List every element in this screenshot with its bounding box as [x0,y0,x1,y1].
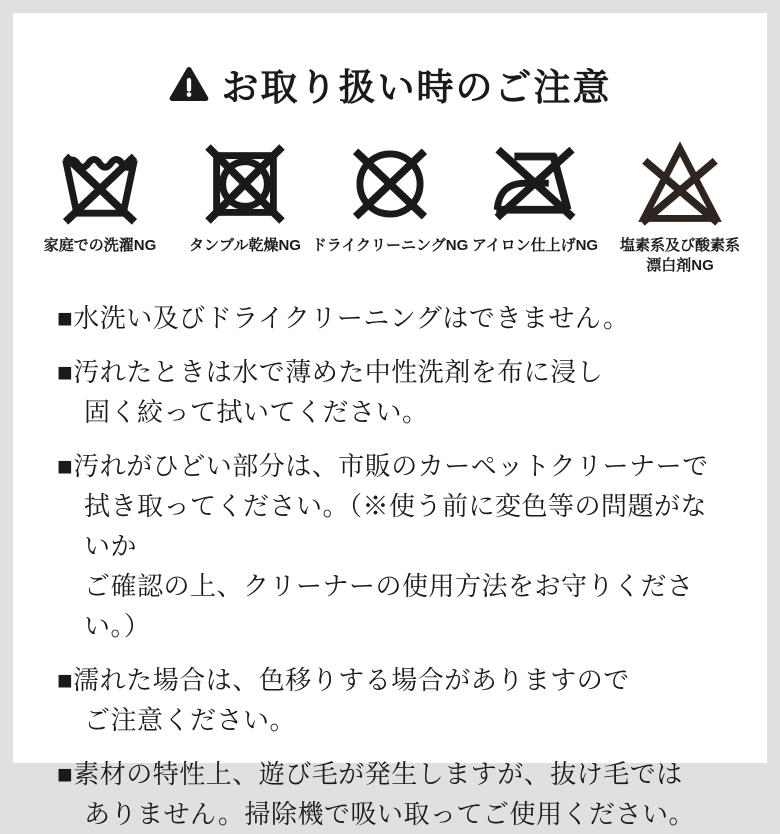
no-tumble-dry-icon [197,141,293,227]
care-symbol-no-home-washing [35,141,165,277]
note-text: ■濡れた場合は、色移りする場合がありますので [57,664,630,695]
care-notice-sheet [13,13,767,829]
care-symbol-label: アイロン仕上げNG [471,237,599,254]
care-symbol-label: 塩素系及び酸素系 漂白剤NG [619,237,740,275]
care-symbol-label: タンブル乾燥NG [189,237,301,254]
care-notes-list [57,298,731,834]
note-item [57,660,731,740]
note-text: 固く絞って拭いてください。 [84,396,429,427]
note-item [57,754,731,834]
note-text: ご注意ください。 [84,704,297,735]
page-title-text: お取り扱い時のご注意 [221,67,612,108]
care-symbol-no-bleach [615,141,745,277]
no-chlorine-oxygen-bleach-icon [631,141,729,227]
note-text: ありません。掃除機で吸い取ってご使用ください。 [84,798,696,829]
care-symbol-label: ドライクリーニングNG [311,237,469,254]
care-symbol-no-dry-cleaning [311,141,469,277]
note-item [57,352,731,432]
note-item [57,298,731,338]
note-text: ご確認の上、クリーナーの使用方法をお守りください。） [84,570,694,641]
note-item [57,446,731,646]
page-title [13,57,767,111]
warning-triangle-icon [169,66,209,102]
note-text: 拭き取ってください。（※使う前に変色等の問題がないか [84,490,708,561]
note-text: ■汚れたときは水で薄めた中性洗剤を布に浸し [57,356,604,387]
note-text: ■素材の特性上、遊び毛が発生しますが、抜け毛では [57,758,683,789]
no-ironing-icon [484,141,586,227]
care-symbol-label: 家庭での洗濯NG [43,237,157,254]
note-text: ■水洗い及びドライクリーニングはできません。 [57,302,630,333]
care-symbols-row [13,141,767,277]
care-symbol-no-ironing [470,141,600,277]
care-symbol-no-tumble-dry [180,141,310,277]
no-dry-cleaning-icon [341,141,439,227]
note-text: ■汚れがひどい部分は、市販のカーペットクリーナーで [57,450,709,481]
no-home-washing-icon [50,141,150,227]
